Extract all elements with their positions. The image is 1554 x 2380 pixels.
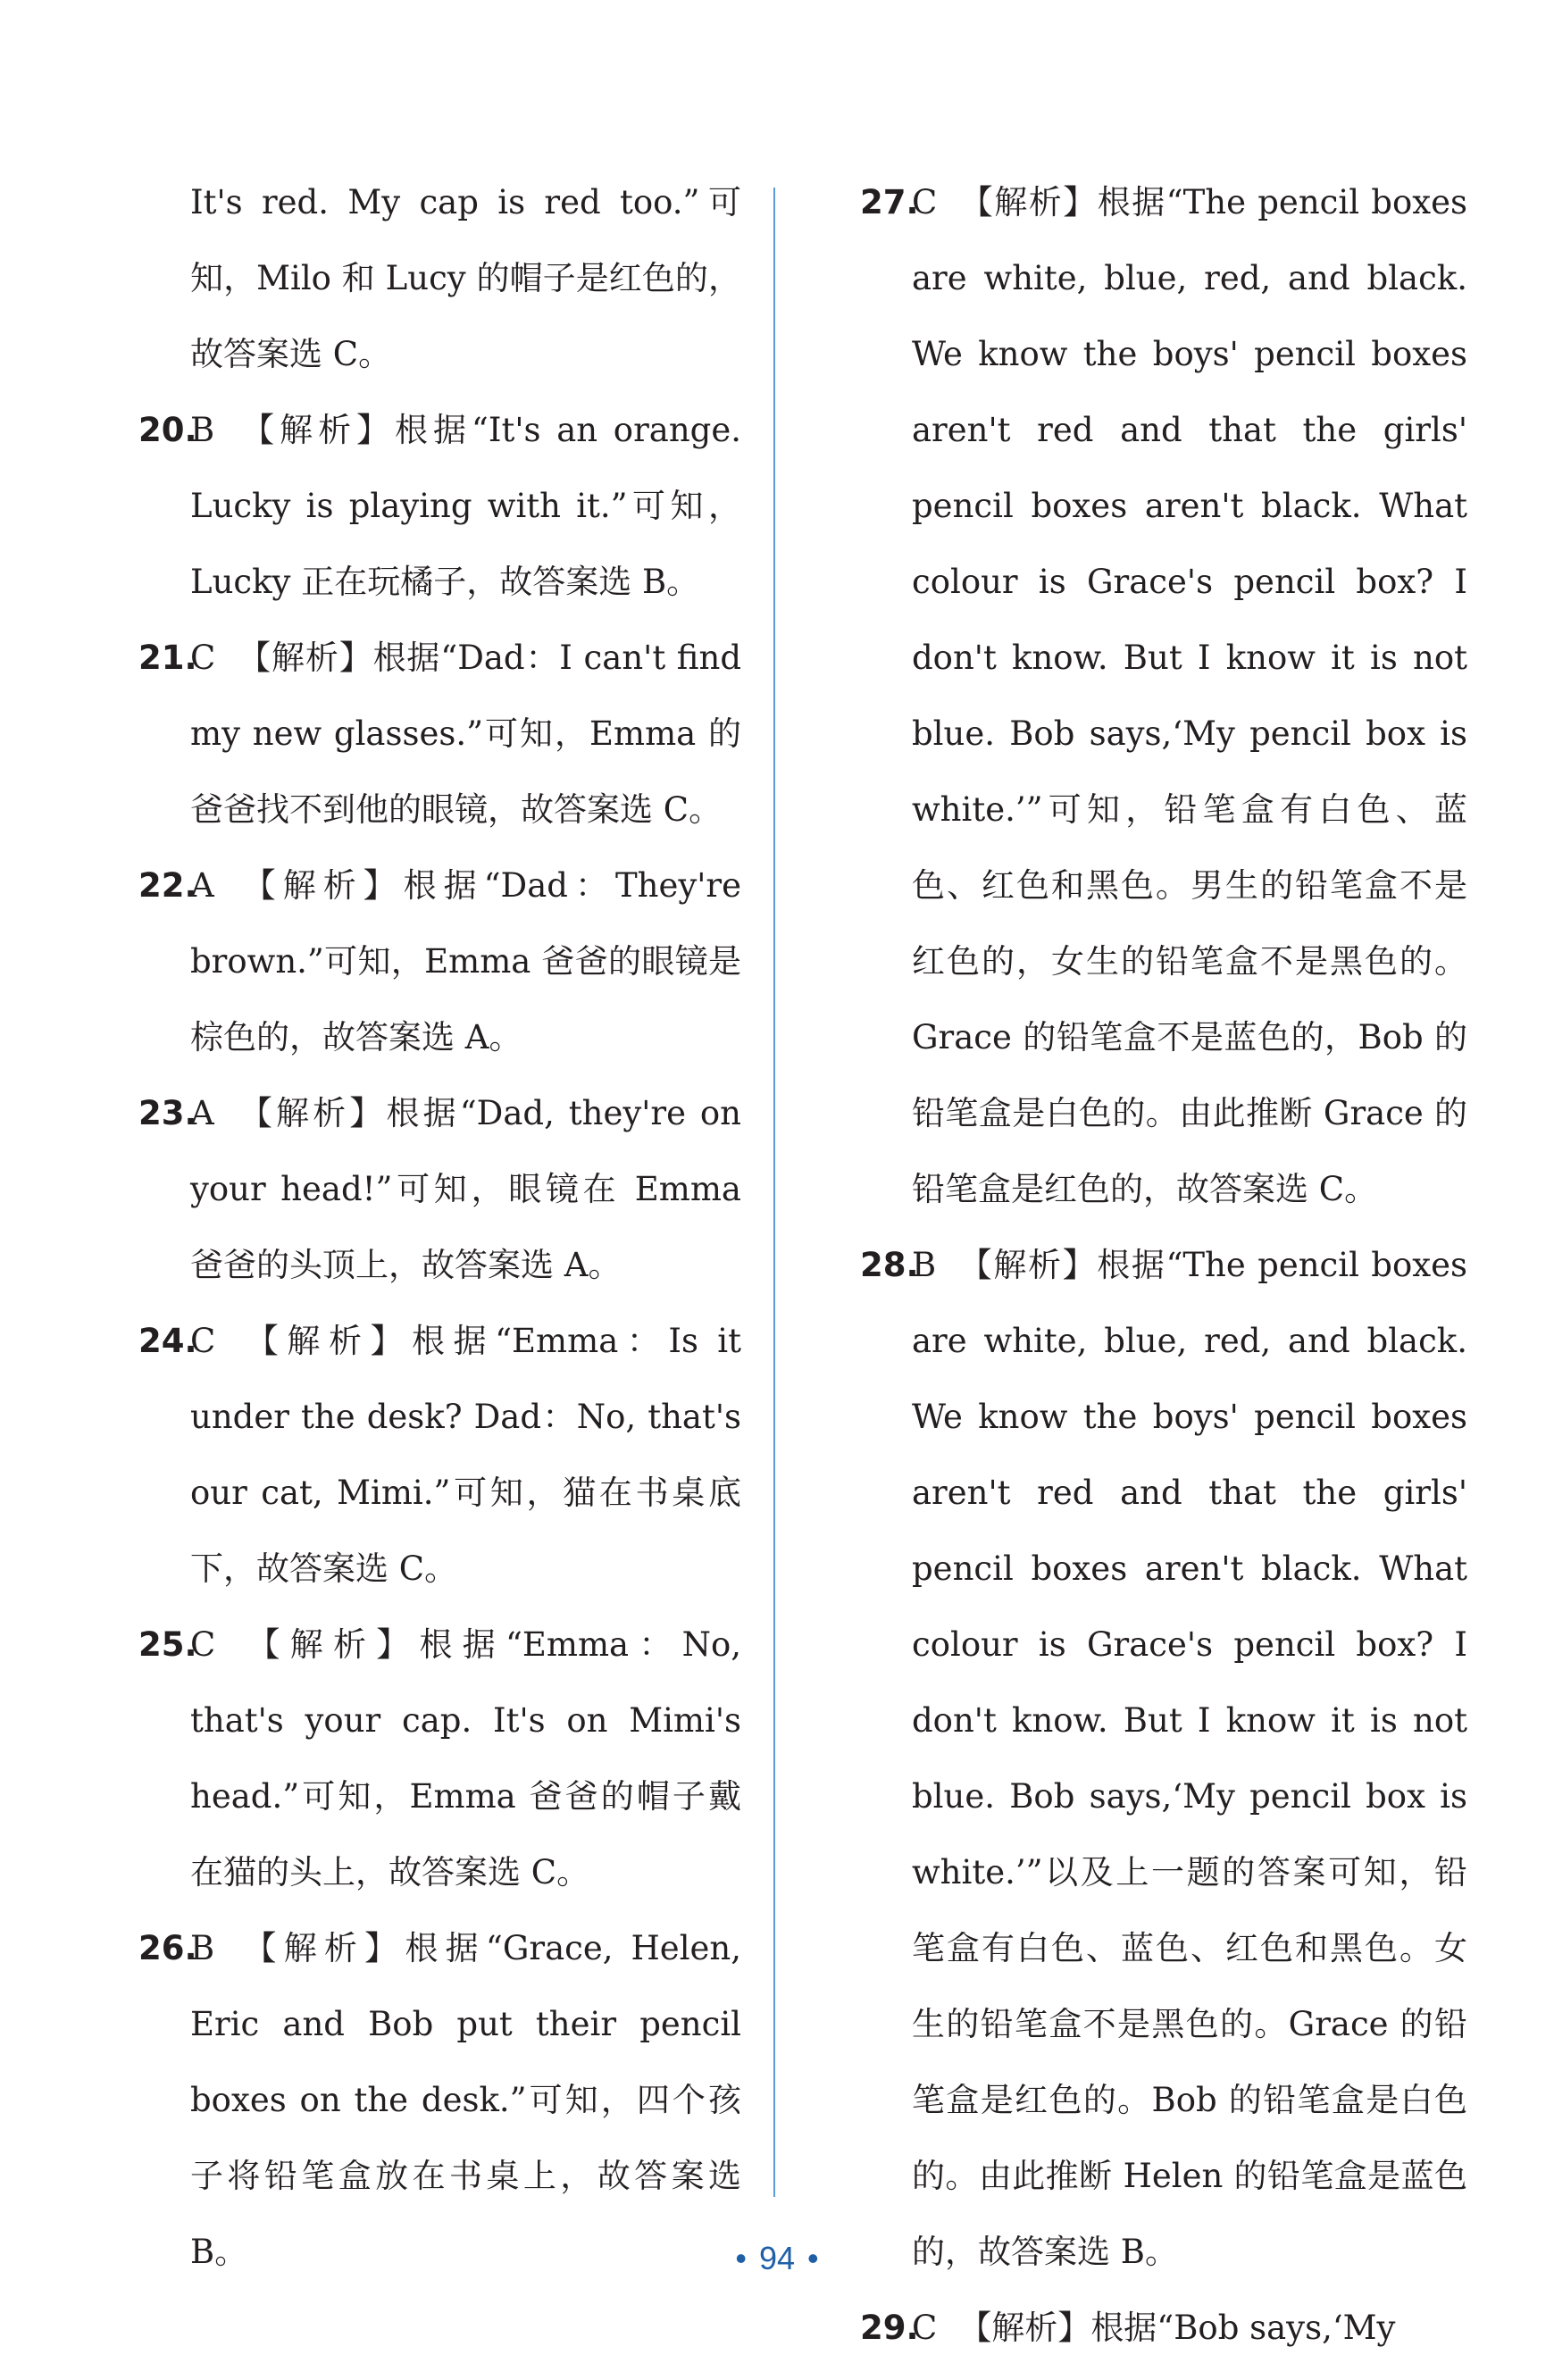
answer-letter: B <box>190 1929 215 1967</box>
question-number: 25. <box>138 1625 197 1664</box>
answer-letter: C <box>912 183 938 221</box>
question-number: 27. <box>860 183 919 221</box>
answer-item-25 <box>138 1607 741 1910</box>
analysis-tag: 【解析】 <box>957 1246 1098 1284</box>
answer-letter: A <box>190 1094 214 1132</box>
analysis-tag: 【解析】 <box>235 866 404 905</box>
answer-item-23 <box>138 1075 741 1303</box>
column-divider <box>773 188 775 2197</box>
analysis-tag: 【解析】 <box>235 1094 387 1132</box>
answer-letter: A <box>190 866 214 905</box>
question-number: 20. <box>138 411 197 449</box>
answer-letter: B <box>912 1246 937 1284</box>
answer-item-27 <box>860 164 1467 1227</box>
question-number: 28. <box>860 1246 919 1284</box>
continued-explanation: It's red. My cap is red too.”可知，Milo 和 Lucy 的帽子是红色的，故答案选 C。 <box>190 183 741 373</box>
answer-item-21 <box>138 620 741 848</box>
explanation-text: 根据“Emma：Is it under the desk? Dad：No, that's our cat, Mimi.”可知，猫在书桌底下，故答案选 C。 <box>190 1322 741 1588</box>
left-column <box>138 164 741 2290</box>
explanation-text: 根据“The pencil boxes are white, blue, red, and black. We know the boys' pencil boxes aren't red and that the girls' pencil boxes aren't black. What colour is Grace's pencil box? I don't know. But I know it is not blue. Bob says,‘My pencil box is white.’”可知，铅笔盒有白色、蓝色、红色和黑色。男生的铅笔盒不是红色的，女生的铅笔盒不是黑色的。Grace 的铅笔盒不是蓝色的，Bob 的铅笔盒是白色的。由此推断 Grace 的铅笔盒是红色的，故答案选 C。 <box>912 183 1467 1208</box>
answer-item-26 <box>138 1910 741 2290</box>
analysis-tag: 【解析】 <box>237 1322 413 1360</box>
answer-item-24 <box>138 1303 741 1607</box>
analysis-tag: 【解析】 <box>237 1625 420 1664</box>
explanation-text: 根据“Dad：They're brown.”可知，Emma 爸爸的眼镜是棕色的，故答案选 A。 <box>190 866 742 1056</box>
footer-dot-left: • <box>735 2240 747 2276</box>
analysis-tag: 【解析】 <box>236 411 395 449</box>
answer-letter: C <box>190 1322 216 1360</box>
answer-item-20 <box>138 392 741 620</box>
analysis-tag: 【解析】 <box>958 183 1098 221</box>
answer-item-28 <box>860 1227 1467 2290</box>
explanation-text: 根据“Bob says,‘My <box>1090 2309 1396 2347</box>
answer-item-22 <box>138 848 741 1075</box>
question-number: 26. <box>138 1929 197 1967</box>
answer-item-29 <box>860 2290 1467 2366</box>
right-column <box>860 164 1467 2366</box>
explanation-text: 根据“Dad：I can't find my new glasses.”可知，Emma 的爸爸找不到他的眼镜，故答案选 C。 <box>190 639 741 829</box>
page-number: 94 <box>758 2240 796 2276</box>
explanation-text: 根据“It's an orange. Lucky is playing with it.”可知，Lucky 正在玩橘子，故答案选 B。 <box>190 411 741 601</box>
analysis-tag: 【解析】 <box>236 1929 405 1967</box>
question-number: 29. <box>860 2309 919 2347</box>
explanation-text: 根据“The pencil boxes are white, blue, red, and black. We know the boys' pencil boxes aren't red and that the girls' pencil boxes aren't black. What colour is Grace's pencil box? I don't know. But I know it is not blue. Bob says,‘My pencil box is white.’”以及上一题的答案可知，铅笔盒有白色、蓝色、红色和黑色。女生的铅笔盒不是黑色的。Grace 的铅笔盒是红色的。Bob 的铅笔盒是白色的。由此推断 Helen 的铅笔盒是蓝色的，故答案选 B。 <box>912 1246 1468 2271</box>
footer-dot-right: • <box>807 2240 819 2276</box>
explanation-text: 根据“Grace, Helen, Eric and Bob put their pencil boxes on the desk.”可知，四个孩子将铅笔盒放在书桌上，故答案选 B。 <box>190 1929 742 2271</box>
analysis-tag: 【解析】 <box>958 2309 1091 2347</box>
explanation-text: 根据“Emma：No, that's your cap. It's on Mimi's head.”可知，Emma 爸爸的帽子戴在猫的头上，故答案选 C。 <box>190 1625 741 1891</box>
page-footer <box>0 2240 1554 2277</box>
analysis-tag: 【解析】 <box>237 639 373 677</box>
answer-letter: B <box>190 411 215 449</box>
question-number: 22. <box>138 866 197 905</box>
answer-letter: C <box>190 1625 216 1664</box>
question-number: 21. <box>138 639 197 677</box>
answer-letter: C <box>190 639 216 677</box>
answer-letter: C <box>912 2309 938 2347</box>
explanation-text: 根据“Dad, they're on your head!”可知，眼镜在 Emma 爸爸的头顶上，故答案选 A。 <box>190 1094 742 1284</box>
question-number: 24. <box>138 1322 197 1360</box>
question-number: 23. <box>138 1094 197 1132</box>
